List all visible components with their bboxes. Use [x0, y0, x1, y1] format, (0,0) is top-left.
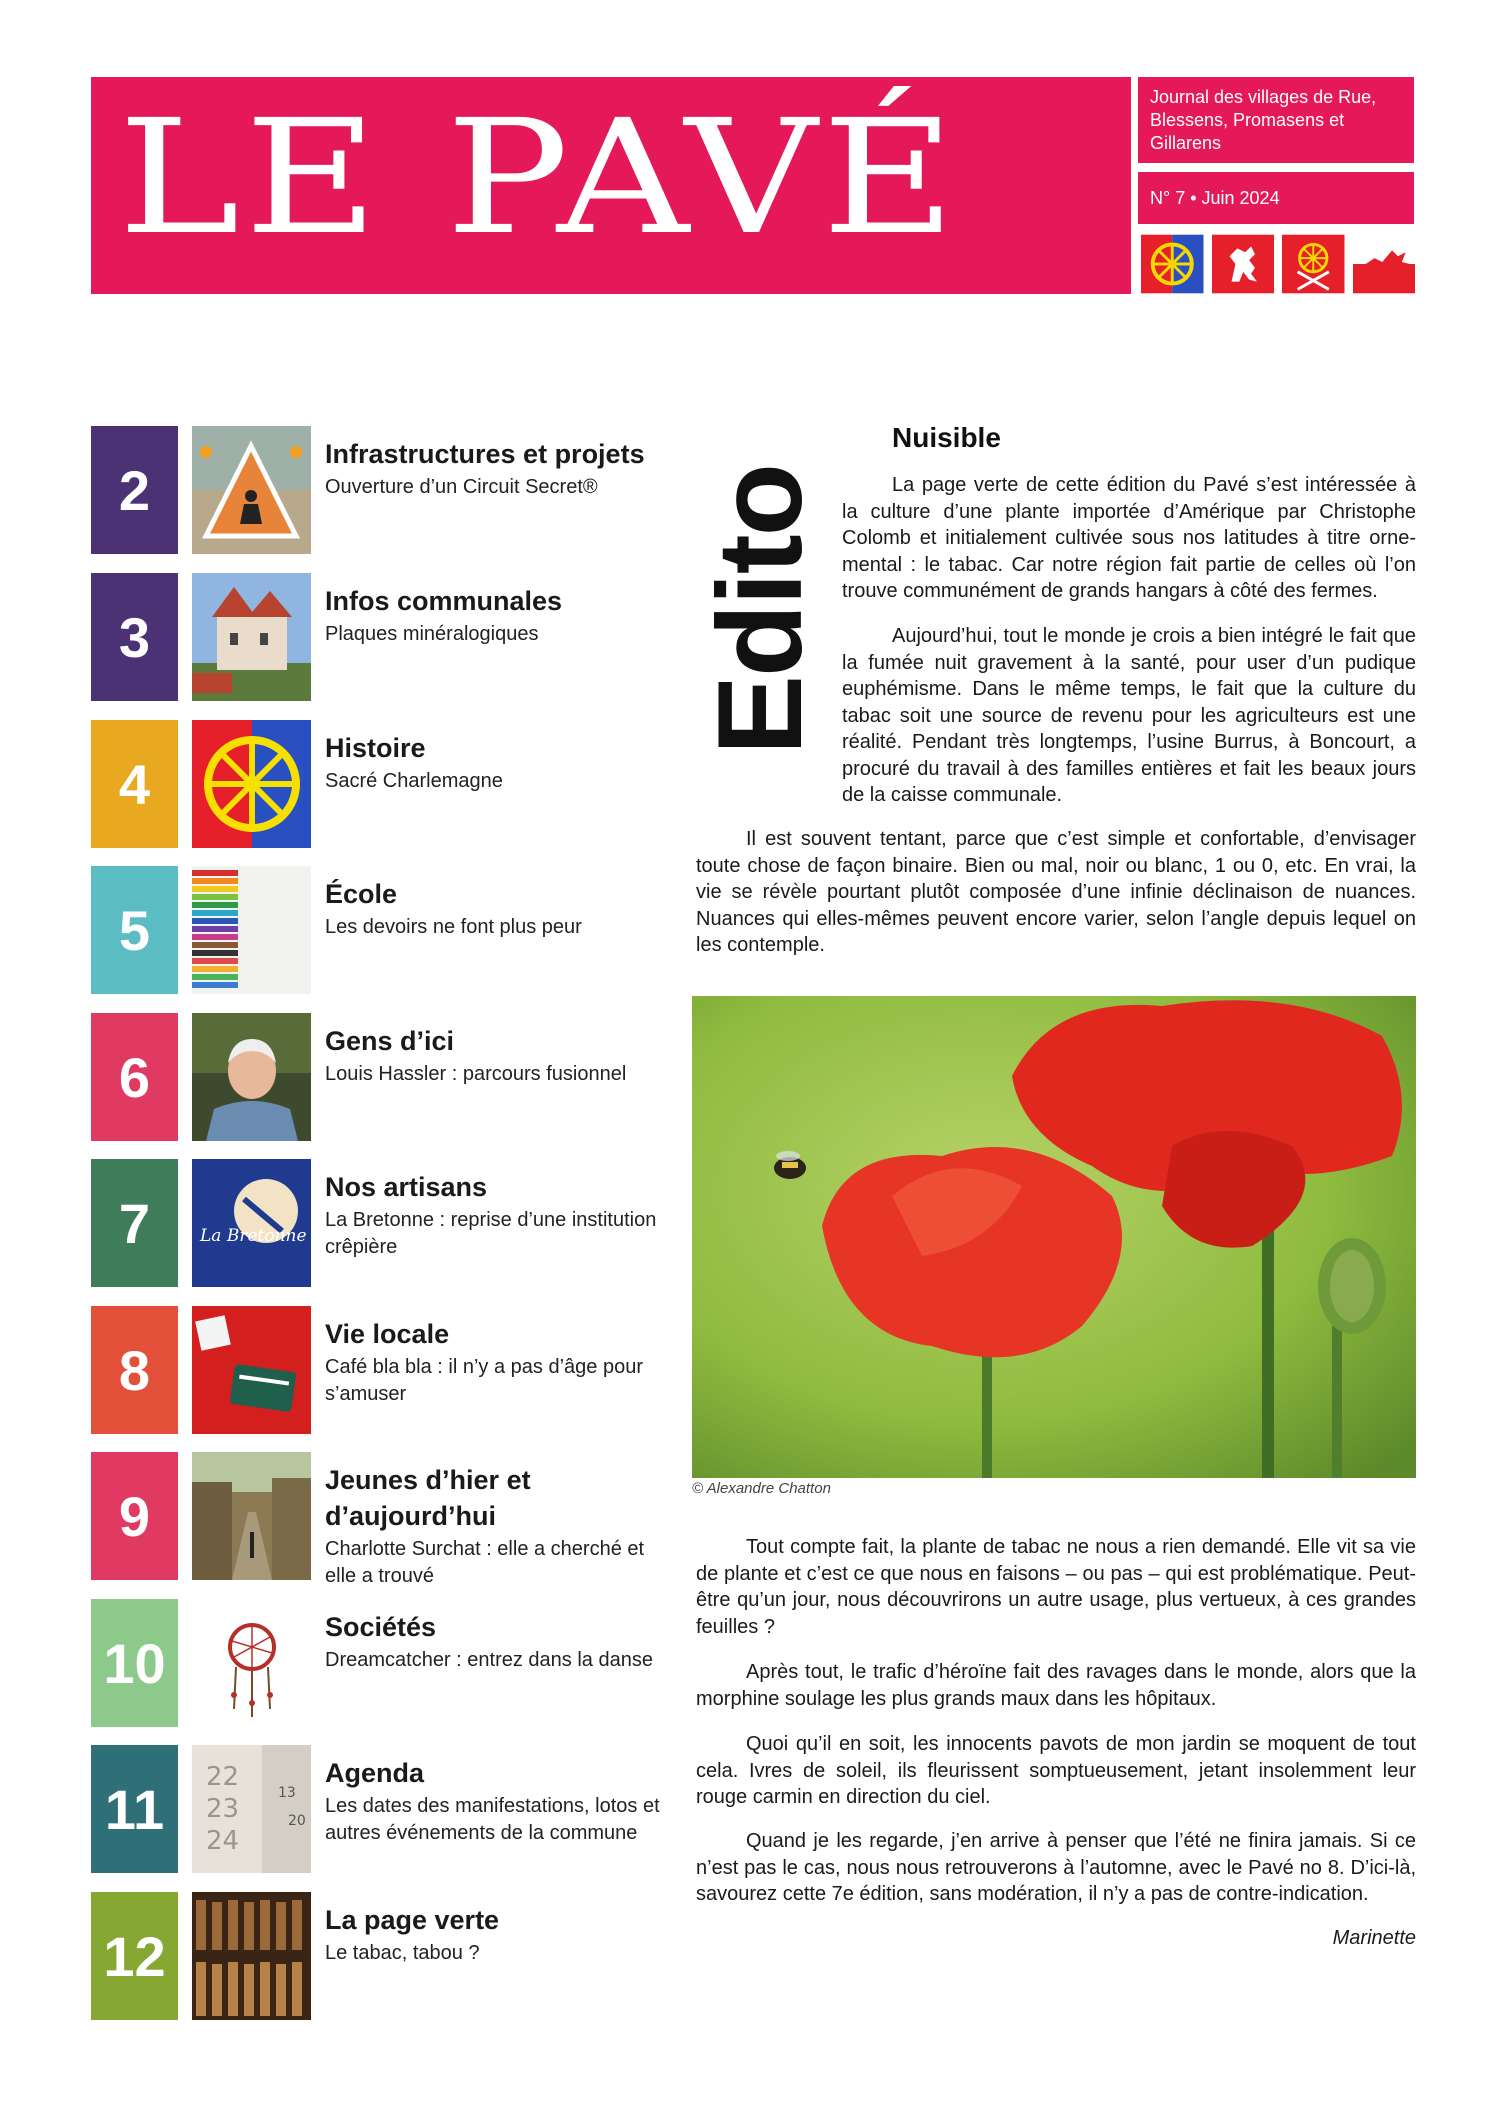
- svg-text:20: 20: [288, 1813, 306, 1829]
- toc-title: École: [325, 879, 398, 909]
- toc-item-page-2[interactable]: [91, 426, 671, 554]
- promasens-wheel-crest-icon: [1282, 234, 1345, 294]
- page-number-box: 4: [91, 720, 178, 848]
- issue-number: N° 7 • Juin 2024: [1138, 172, 1414, 224]
- toc-title: La page verte: [325, 1905, 500, 1935]
- page-number-box: 6: [91, 1013, 178, 1141]
- page-number-box: 12: [91, 1892, 178, 2020]
- toc-item-page-8[interactable]: [91, 1306, 671, 1434]
- colored-pencils-photo: [192, 866, 311, 994]
- edito-label: Edito: [693, 465, 827, 755]
- svg-text:La Bretonne: La Bretonne: [200, 1226, 307, 1246]
- page-number-box: 11: [91, 1745, 178, 1873]
- toc-title: Vie locale: [325, 1319, 450, 1349]
- toc-item-page-7[interactable]: [91, 1159, 671, 1287]
- toc-subtitle: Plaques minéralogiques: [325, 623, 539, 645]
- page-number-box: 8: [91, 1306, 178, 1434]
- toc-subtitle: La Bretonne : reprise d’une institution crêpière: [325, 1209, 657, 1258]
- page-number-box: 10: [91, 1599, 178, 1727]
- newspaper-title: LE PAVÉ: [118, 86, 961, 270]
- masthead-banner: [91, 77, 1131, 294]
- toc-subtitle: Café bla bla : il n’y a pas d’âge pour s’amuser: [325, 1356, 643, 1405]
- edito-paragraph: La page verte de cette édition du Pavé s’est intéressée à la culture d’une plante importée d’Amérique par Christophe Colomb et initialement cultivée sous nos latitudes à titre ornemental : le tabac. Car notre région fait partie de celles où l’on trouve communément de grands hangars à côté des fermes.: [842, 474, 1416, 602]
- calendar-photo: [192, 1745, 311, 1873]
- dreamcatcher-logo: [192, 1599, 311, 1727]
- village-street-photo: [192, 1452, 311, 1580]
- page-number-box: 7: [91, 1159, 178, 1287]
- portrait-photo: [192, 1013, 311, 1141]
- gillarens-dragon-crest-icon: [1353, 234, 1416, 294]
- toc-item-page-12[interactable]: [91, 1892, 671, 2020]
- edito-paragraph: Aujourd’hui, tout le monde je crois a bien intégré le fait que la fumée nuit gravement à la santé, pour user d’un pudique euphémisme. Dans le même temps, le fait que la culture du tabac soit une source de revenu pour les agriculteurs est une réalité. Pendant très longtemps, l’usine Burrus, à Boncourt, a procuré du travail à des familles entières et fait les beaux jours de la caisse communale.: [842, 625, 1416, 806]
- svg-text:13: 13: [278, 1785, 296, 1801]
- edito-paragraph: Quoi qu’il en soit, les innocents pavots de mon jardin se moquent de tout cela. Ivres de soleil, ils fleurissent somptueusement, jetant insolemment leur rouge carmin en direction du ciel.: [696, 1733, 1416, 1808]
- toc-item-page-6[interactable]: [91, 1013, 671, 1141]
- toc-item-page-9[interactable]: [91, 1452, 671, 1587]
- toc-item-page-3[interactable]: [91, 573, 671, 701]
- toc-subtitle: Dreamcatcher : entrez dans la danse: [325, 1649, 653, 1671]
- wheel-crest-icon: [192, 720, 311, 848]
- svg-text:23: 23: [206, 1794, 240, 1824]
- toc-title: Infrastructures et projets: [325, 439, 645, 469]
- edito-paragraph: Quand je les regarde, j’en arrive à penser que l’été ne finira jamais. Si ce n’est pas le cas, nous nous retrouverons à l’automne, avec le Pavé no 8. D’ici-là, savourez cette 7e édition, sans modération, il n’y a pas de contre-indication.: [696, 1830, 1416, 1905]
- toc-title: Agenda: [325, 1758, 425, 1788]
- page-number-box: 9: [91, 1452, 178, 1580]
- toc-item-page-10[interactable]: [91, 1599, 671, 1727]
- svg-text:24: 24: [206, 1826, 240, 1856]
- toc-title: Sociétés: [325, 1612, 437, 1642]
- edito-paragraph: Il est souvent tentant, parce que c’est simple et confortable, d’envisager toute chose de façon binaire. Bien ou mal, noir ou blanc, 1 ou 0, etc. En vrai, la vie se révèle pourtant plutôt composée d’une infinie déclinaison de nuances. Nuances qui elles-mêmes peuvent encore varier, selon l’angle depuis lequel on les contemple.: [696, 828, 1416, 956]
- rue-wheel-crest-icon: [1141, 234, 1204, 294]
- toc-title: Infos communales: [325, 586, 563, 616]
- toc-subtitle: Charlotte Surchat : elle a cherché et elle a trouvé: [325, 1538, 645, 1587]
- toc-title: Nos artisans: [325, 1172, 488, 1202]
- svg-text:22: 22: [206, 1762, 240, 1792]
- edito-paragraph: Après tout, le trafic d’héroïne fait des ravages dans le monde, alors que la morphine soulage les plus grands maux dans les hôpitaux.: [696, 1661, 1416, 1710]
- toc-subtitle: Le tabac, tabou ?: [325, 1942, 480, 1964]
- masthead-subtitle: Journal des villages de Rue, Blessens, Promasens et Gillarens: [1138, 77, 1414, 163]
- toc-title: Jeunes d’hier et d’aujourd’hui: [325, 1465, 531, 1531]
- castle-photo: [192, 573, 311, 701]
- edito-paragraph: Tout compte fait, la plante de tabac ne nous a rien demandé. Elle vit sa vie de plante et c’est ce que nous en faisons – ou pas – qui est problématique. Peut-être qu’un jour, nous découvrirons un autre usage, plus vertueux, à ces grandes feuilles ?: [696, 1536, 1416, 1638]
- page-number-box: 3: [91, 573, 178, 701]
- toc-title: Histoire: [325, 733, 426, 763]
- toc-subtitle: Sacré Charlemagne: [325, 770, 503, 792]
- la-bretonne-logo: [192, 1159, 311, 1287]
- page-number-box: 5: [91, 866, 178, 994]
- photo-credit: © Alexandre Chatton: [692, 1480, 831, 1497]
- roadworks-sign-icon: [192, 426, 311, 554]
- toc-item-page-5[interactable]: [91, 866, 671, 994]
- toc-title: Gens d’ici: [325, 1026, 455, 1056]
- toc-subtitle: Les devoirs ne font plus peur: [325, 916, 582, 938]
- village-crests: [1141, 234, 1415, 294]
- cards-photo: [192, 1306, 311, 1434]
- toc-item-page-4[interactable]: [91, 720, 671, 848]
- tobacco-leaves-photo: [192, 1892, 311, 2020]
- toc-item-page-11[interactable]: [91, 1745, 671, 1873]
- edito-heading: Nuisible: [892, 422, 1001, 453]
- toc-subtitle: Ouverture d’un Circuit Secret®: [325, 476, 598, 498]
- toc-subtitle: Les dates des manifestations, lotos et autres événements de la commune: [325, 1795, 660, 1844]
- blessens-lion-crest-icon: [1212, 234, 1275, 294]
- signature: Marinette: [1332, 1927, 1416, 1949]
- page-number-box: 2: [91, 426, 178, 554]
- poppy-photo: [692, 996, 1416, 1478]
- toc-subtitle: Louis Hassler : parcours fusionnel: [325, 1063, 627, 1085]
